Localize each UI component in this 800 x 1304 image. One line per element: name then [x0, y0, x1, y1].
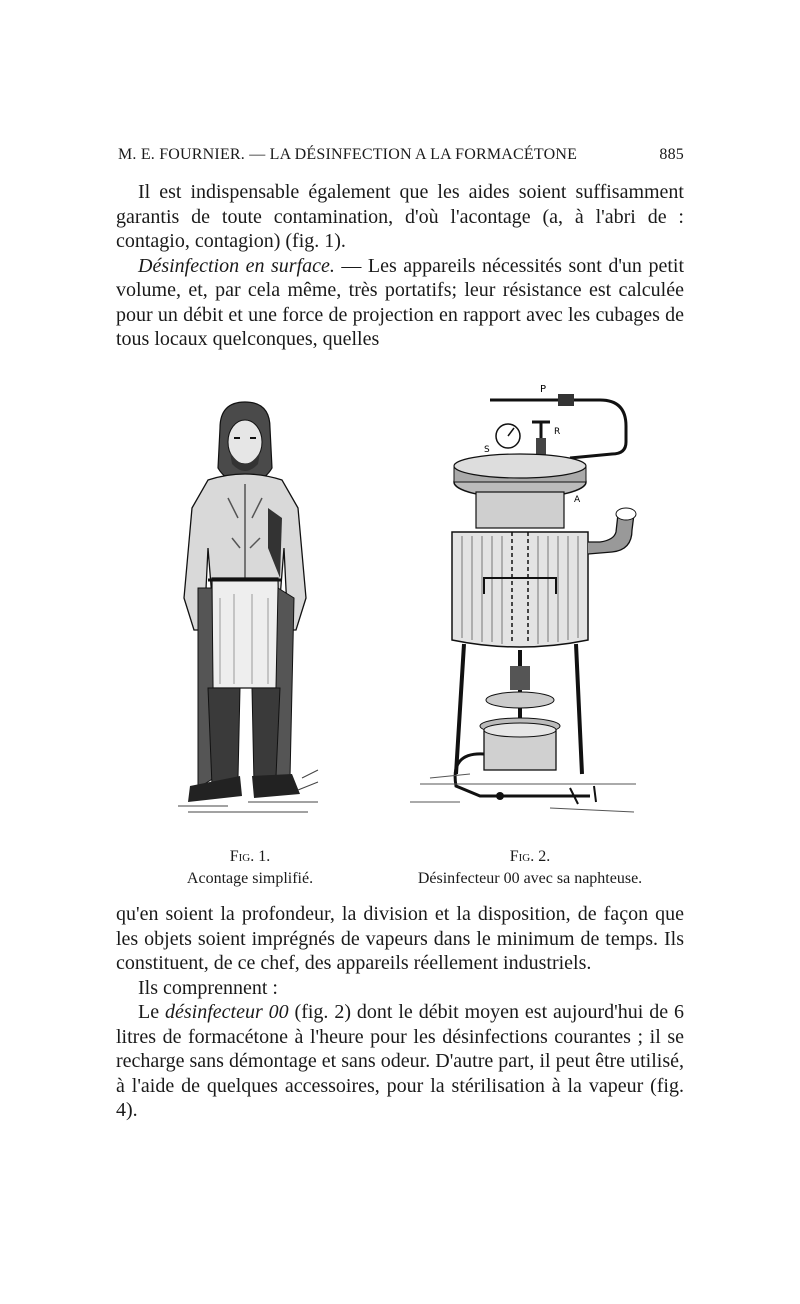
figure-desinfecteur: [400, 382, 640, 828]
figure-1-label: Fig. 1.: [229, 848, 271, 865]
p5-start: Le: [138, 1001, 165, 1023]
acontage-illustration: [168, 398, 322, 826]
label-r: R: [554, 427, 561, 437]
section-heading: Désinfection en surface.: [138, 254, 335, 277]
figure-2-label: Fig. 2.: [509, 848, 551, 865]
figure-2-caption: [380, 846, 680, 890]
paragraph-continuation: qu'en soient la profondeur, la division et la disposition, de façon que les objets soient imprégnés de vapeurs dans le minimum de temps. Ils constituent, de ce chef, des appareils réellement industriels.: [116, 903, 684, 974]
running-head: [118, 146, 684, 170]
top-text: [116, 180, 684, 352]
figure-acontage: [168, 398, 322, 826]
paragraph-comprennent: Ils comprennent :: [138, 976, 278, 999]
figure-1-title: Acontage simplifié.: [186, 870, 314, 887]
label-a: A: [574, 495, 581, 505]
figure-1-caption: [160, 846, 340, 890]
paragraph-surface-text: — Les appareils nécessités sont d'un petit volume, et, par cela même, très portatifs; leur résistance est calculée pour un débit et une force de projection en rapport avec les cubages de tous locaux quelconques, quelles: [116, 254, 684, 350]
paragraph-desinfecteur: [116, 1000, 684, 1123]
figure-2-title: Désinfecteur 00 avec sa naphteuse.: [417, 870, 643, 887]
page-number: 885: [659, 146, 684, 163]
label-p: P: [540, 384, 547, 395]
p5-italic: désinfecteur 00: [165, 1001, 289, 1023]
p5-rest: (fig. 2) dont le débit moyen est aujourd'hui de 6 litres de formacétone à l'heure pour les désinfections courantes ; il se recharge sans démontage et sans odeur. D'autre part, il peut être utilisé, à l'aide de quelques accessoires, pour la stérilisation à la vapeur (fig. 4).: [116, 1001, 684, 1121]
paragraph-surface: [116, 254, 684, 352]
label-s: S: [484, 445, 490, 455]
running-title: M. E. FOURNIER. — LA DÉSINFECTION A LA FORMACÉTONE: [118, 146, 578, 163]
bottom-text: [116, 902, 684, 1123]
paragraph-acontage: Il est indispensable également que les aides soient suffisamment garantis de toute contamination, d'où l'acontage (a, à l'abri de : contagio, contagion) (fig. 1).: [116, 181, 684, 252]
desinfecteur-illustration: [400, 382, 640, 828]
